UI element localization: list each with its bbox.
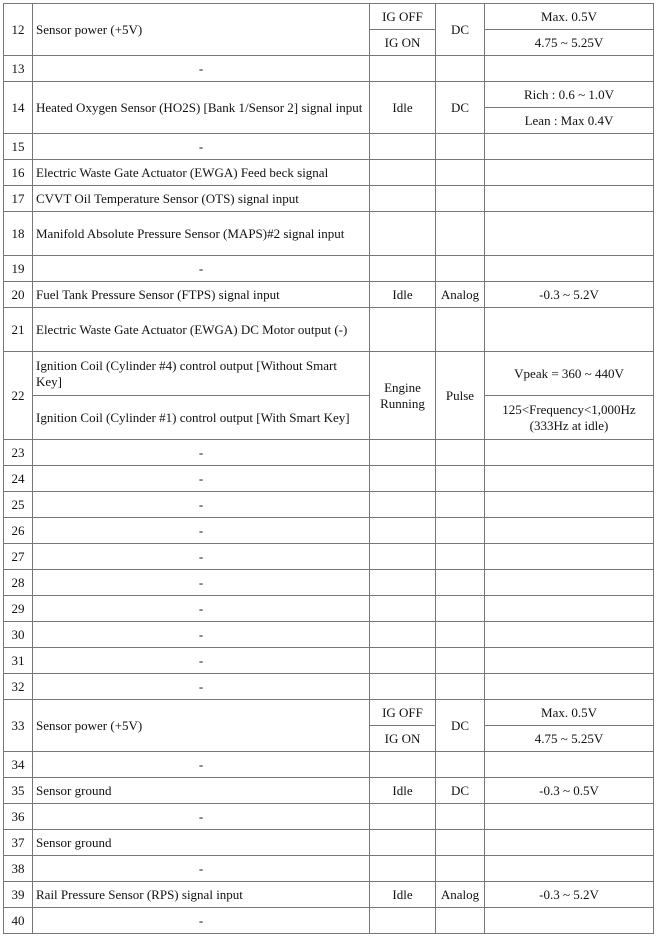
table-row <box>4 752 654 778</box>
signal-type: DC <box>436 778 485 804</box>
table-row <box>4 492 654 518</box>
pin-number: 37 <box>4 830 33 856</box>
condition <box>370 256 436 282</box>
level: Max. 0.5V <box>485 700 654 726</box>
condition <box>370 160 436 186</box>
table-row <box>4 596 654 622</box>
pin-description: Electric Waste Gate Actuator (EWGA) DC Motor output (-) <box>33 308 370 352</box>
level <box>485 830 654 856</box>
pin-number: 16 <box>4 160 33 186</box>
pin-description: Fuel Tank Pressure Sensor (FTPS) signal input <box>33 282 370 308</box>
pin-number: 22 <box>4 352 33 440</box>
pin-number: 15 <box>4 134 33 160</box>
level <box>485 56 654 82</box>
condition: Idle <box>370 882 436 908</box>
signal-type <box>436 134 485 160</box>
level: -0.3 ~ 5.2V <box>485 282 654 308</box>
pin-number: 27 <box>4 544 33 570</box>
table-row <box>4 186 654 212</box>
condition <box>370 466 436 492</box>
level <box>485 674 654 700</box>
pin-description: - <box>33 256 370 282</box>
pin-description: - <box>33 752 370 778</box>
table-row <box>4 700 654 726</box>
pin-description: - <box>33 492 370 518</box>
table-row <box>4 56 654 82</box>
table-row <box>4 518 654 544</box>
table-row <box>4 82 654 108</box>
pin-description: - <box>33 674 370 700</box>
signal-type <box>436 804 485 830</box>
level <box>485 134 654 160</box>
condition <box>370 622 436 648</box>
level <box>485 622 654 648</box>
signal-type <box>436 256 485 282</box>
table-row <box>4 466 654 492</box>
level <box>485 908 654 934</box>
signal-type: DC <box>436 4 485 56</box>
table-row <box>4 882 654 908</box>
condition <box>370 186 436 212</box>
signal-type: Analog <box>436 282 485 308</box>
pin-number: 26 <box>4 518 33 544</box>
level: Max. 0.5V <box>485 4 654 30</box>
table-row <box>4 804 654 830</box>
pin-description: - <box>33 908 370 934</box>
level <box>485 186 654 212</box>
table-row <box>4 674 654 700</box>
pin-number: 36 <box>4 804 33 830</box>
level <box>485 856 654 882</box>
condition <box>370 908 436 934</box>
pin-number: 25 <box>4 492 33 518</box>
level: Lean : Max 0.4V <box>485 108 654 134</box>
signal-type <box>436 160 485 186</box>
signal-type <box>436 908 485 934</box>
signal-type <box>436 570 485 596</box>
pin-description: - <box>33 596 370 622</box>
pin-description: - <box>33 804 370 830</box>
pin-description: CVVT Oil Temperature Sensor (OTS) signal input <box>33 186 370 212</box>
condition <box>370 570 436 596</box>
pin-number: 34 <box>4 752 33 778</box>
condition: IG ON <box>370 30 436 56</box>
pin-number: 40 <box>4 908 33 934</box>
pin-description: Manifold Absolute Pressure Sensor (MAPS)#2 signal input <box>33 212 370 256</box>
pin-description: Ignition Coil (Cylinder #4) control output [Without Smart Key] <box>33 352 370 396</box>
level <box>485 570 654 596</box>
pin-description: - <box>33 570 370 596</box>
pin-description: - <box>33 440 370 466</box>
condition <box>370 674 436 700</box>
signal-type <box>436 544 485 570</box>
level <box>485 466 654 492</box>
pin-description: Electric Waste Gate Actuator (EWGA) Feed beck signal <box>33 160 370 186</box>
table-row <box>4 778 654 804</box>
level <box>485 752 654 778</box>
pin-number: 33 <box>4 700 33 752</box>
pin-description: Sensor power (+5V) <box>33 700 370 752</box>
level <box>485 212 654 256</box>
pin-description: Sensor ground <box>33 830 370 856</box>
signal-type <box>436 518 485 544</box>
table-row <box>4 160 654 186</box>
condition: Engine Running <box>370 352 436 440</box>
condition <box>370 212 436 256</box>
signal-type <box>436 186 485 212</box>
level: 125<Frequency<1,000Hz (333Hz at idle) <box>485 396 654 440</box>
pin-number: 32 <box>4 674 33 700</box>
pin-description: - <box>33 466 370 492</box>
condition <box>370 596 436 622</box>
pin-description: - <box>33 56 370 82</box>
pin-description: - <box>33 544 370 570</box>
level <box>485 440 654 466</box>
pin-number: 35 <box>4 778 33 804</box>
table-row <box>4 570 654 596</box>
condition: Idle <box>370 282 436 308</box>
signal-type <box>436 674 485 700</box>
table-row <box>4 4 654 30</box>
level <box>485 518 654 544</box>
signal-type <box>436 596 485 622</box>
table-row <box>4 440 654 466</box>
table-row <box>4 648 654 674</box>
table-row <box>4 908 654 934</box>
signal-type <box>436 648 485 674</box>
signal-type <box>436 56 485 82</box>
level <box>485 804 654 830</box>
pin-description: - <box>33 622 370 648</box>
pin-number: 23 <box>4 440 33 466</box>
condition <box>370 856 436 882</box>
level <box>485 544 654 570</box>
condition <box>370 752 436 778</box>
table-row <box>4 282 654 308</box>
signal-type: Pulse <box>436 352 485 440</box>
pin-description: Rail Pressure Sensor (RPS) signal input <box>33 882 370 908</box>
level <box>485 160 654 186</box>
signal-type: DC <box>436 82 485 134</box>
pin-number: 30 <box>4 622 33 648</box>
table-row <box>4 134 654 160</box>
level <box>485 256 654 282</box>
pin-description: Sensor ground <box>33 778 370 804</box>
pin-number: 18 <box>4 212 33 256</box>
signal-type: DC <box>436 700 485 752</box>
table-row <box>4 396 654 440</box>
pin-number: 21 <box>4 308 33 352</box>
level <box>485 308 654 352</box>
condition <box>370 544 436 570</box>
pin-number: 20 <box>4 282 33 308</box>
table-row <box>4 212 654 256</box>
pin-description: Ignition Coil (Cylinder #1) control output [With Smart Key] <box>33 396 370 440</box>
pin-description: - <box>33 134 370 160</box>
condition <box>370 830 436 856</box>
pin-description: - <box>33 518 370 544</box>
signal-type <box>436 466 485 492</box>
pin-number: 13 <box>4 56 33 82</box>
table-row <box>4 544 654 570</box>
condition: Idle <box>370 82 436 134</box>
table-row <box>4 830 654 856</box>
level <box>485 648 654 674</box>
condition: IG OFF <box>370 4 436 30</box>
condition <box>370 56 436 82</box>
level: -0.3 ~ 5.2V <box>485 882 654 908</box>
level: Vpeak = 360 ~ 440V <box>485 352 654 396</box>
level <box>485 492 654 518</box>
signal-type <box>436 212 485 256</box>
condition <box>370 492 436 518</box>
table-row <box>4 622 654 648</box>
signal-type: Analog <box>436 882 485 908</box>
condition <box>370 804 436 830</box>
table-row <box>4 308 654 352</box>
condition <box>370 648 436 674</box>
signal-type <box>436 830 485 856</box>
level <box>485 596 654 622</box>
pin-number: 17 <box>4 186 33 212</box>
pin-number: 38 <box>4 856 33 882</box>
pin-number: 29 <box>4 596 33 622</box>
level: Rich : 0.6 ~ 1.0V <box>485 82 654 108</box>
pin-table <box>3 3 654 934</box>
condition <box>370 134 436 160</box>
condition <box>370 518 436 544</box>
condition <box>370 440 436 466</box>
level: -0.3 ~ 0.5V <box>485 778 654 804</box>
pin-number: 12 <box>4 4 33 56</box>
pin-description: - <box>33 856 370 882</box>
signal-type <box>436 440 485 466</box>
pin-number: 31 <box>4 648 33 674</box>
table-row <box>4 352 654 396</box>
pin-number: 14 <box>4 82 33 134</box>
condition: IG OFF <box>370 700 436 726</box>
pin-number: 28 <box>4 570 33 596</box>
condition: Idle <box>370 778 436 804</box>
pin-description: Heated Oxygen Sensor (HO2S) [Bank 1/Sensor 2] signal input <box>33 82 370 134</box>
signal-type <box>436 856 485 882</box>
signal-type <box>436 622 485 648</box>
table-row <box>4 256 654 282</box>
pin-description: Sensor power (+5V) <box>33 4 370 56</box>
signal-type <box>436 752 485 778</box>
pin-number: 39 <box>4 882 33 908</box>
table-row <box>4 856 654 882</box>
condition <box>370 308 436 352</box>
pin-description: - <box>33 648 370 674</box>
level: 4.75 ~ 5.25V <box>485 30 654 56</box>
level: 4.75 ~ 5.25V <box>485 726 654 752</box>
signal-type <box>436 492 485 518</box>
pin-number: 19 <box>4 256 33 282</box>
signal-type <box>436 308 485 352</box>
condition: IG ON <box>370 726 436 752</box>
pin-number: 24 <box>4 466 33 492</box>
